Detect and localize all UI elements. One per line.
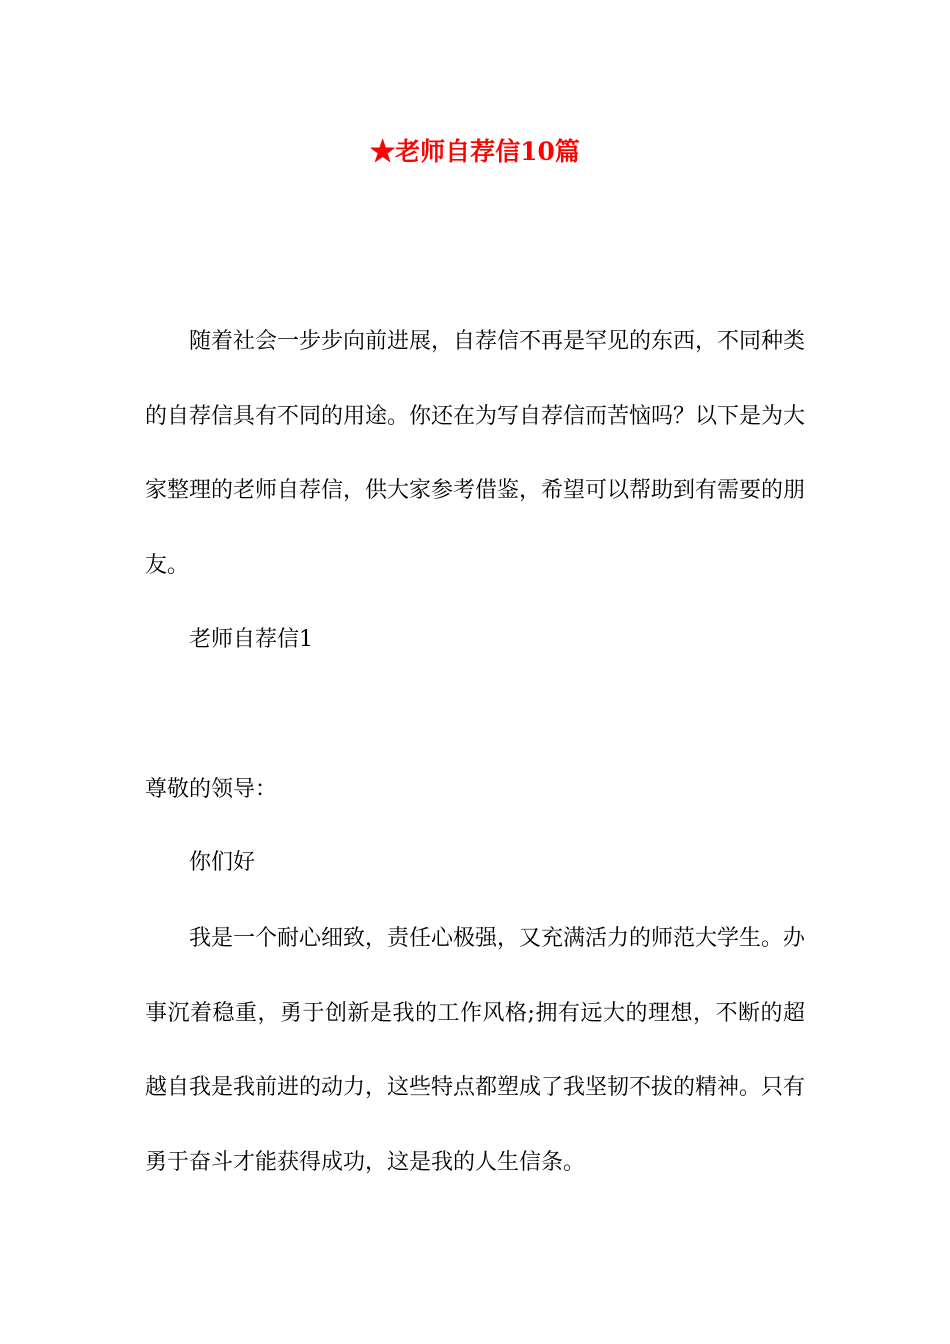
intro-block [145, 305, 805, 603]
letter-body-paragraph: 我是一个耐心细致，责任心极强，又充满活力的师范大学生。办事沉着稳重，勇于创新是我的工作风格;拥有远大的理想，不断的超越自我是我前进的动力，这些特点都塑成了我坚韧不拔的精神。只有勇于奋斗才能获得成功，这是我的人生信条。 [145, 926, 806, 1175]
intro-paragraph: 随着社会一步步向前进展，自荐信不再是罕见的东西，不同种类的自荐信具有不同的用途。你还在为写自荐信而苦恼吗？以下是为大家整理的老师自荐信，供大家参考借鉴，希望可以帮助到有需要的朋友。 [145, 329, 806, 578]
letter-body-block [145, 902, 805, 1200]
salutation: 尊敬的领导： [145, 777, 278, 802]
greeting: 你们好 [189, 850, 256, 875]
section-heading: 老师自荐信1 [189, 627, 313, 652]
document-title: ★老师自荐信10篇 [370, 137, 580, 166]
